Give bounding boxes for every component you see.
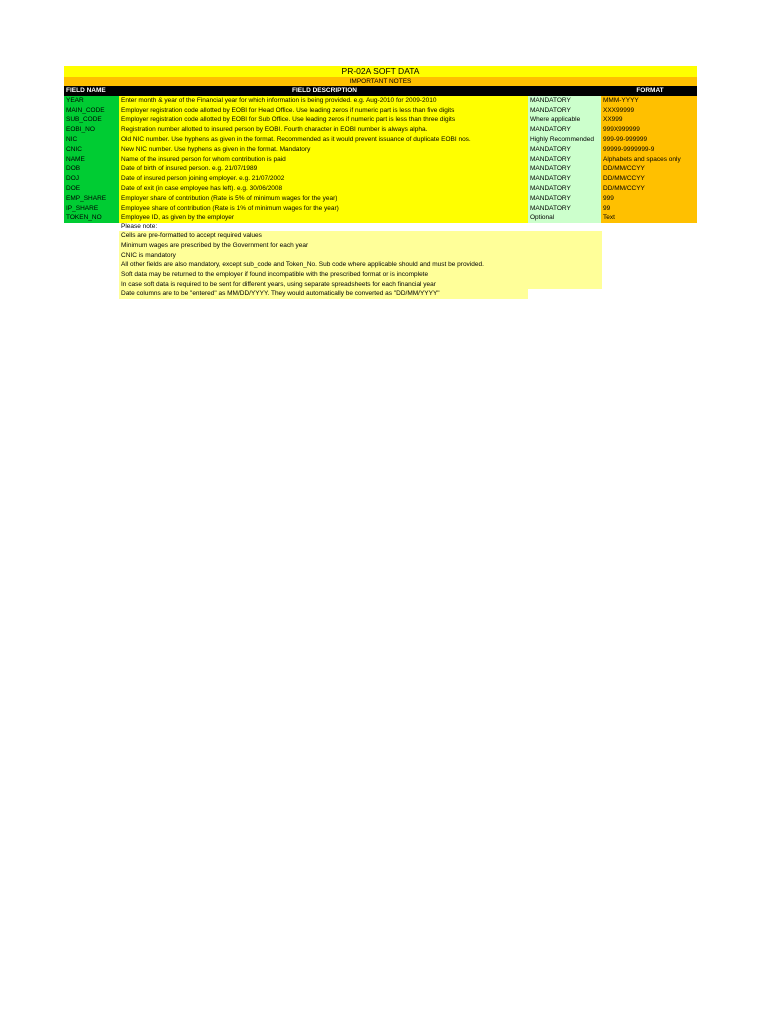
- table-row: [64, 135, 697, 145]
- cell-requirement[interactable]: MANDATORY: [528, 96, 601, 106]
- cell-requirement[interactable]: Highly Recommended: [528, 135, 601, 145]
- cell-field-description[interactable]: Employee share of contribution (Rate is 1% of minimum wages for the year): [119, 204, 528, 214]
- table-row: [64, 184, 697, 194]
- cell-field-name[interactable]: DOE: [64, 184, 119, 194]
- note-item: Date columns are to be "entered" as MM/DD/YYYY. They would automatically be converted as "DD/MM/YYYY": [119, 289, 528, 299]
- cell-format[interactable]: Text: [601, 213, 697, 223]
- cell-field-name[interactable]: NAME: [64, 155, 119, 165]
- cell-field-description[interactable]: New NIC number. Use hyphens as given in the format. Mandatory: [119, 145, 528, 155]
- header-row: [64, 86, 697, 96]
- table-row: [64, 96, 697, 106]
- cell-format[interactable]: 999-99-999999: [601, 135, 697, 145]
- table-row: [64, 194, 697, 204]
- cell-requirement[interactable]: MANDATORY: [528, 125, 601, 135]
- cell-field-description[interactable]: Employer registration code allotted by EOBI for Sub Office. Use leading zeros if numeric part is less than three digits: [119, 115, 528, 125]
- spreadsheet: [64, 66, 697, 299]
- cell-field-description[interactable]: Date of exit (in case employee has left). e.g. 30/06/2008: [119, 184, 528, 194]
- cell-field-name[interactable]: EOBI_NO: [64, 125, 119, 135]
- cell-requirement[interactable]: MANDATORY: [528, 184, 601, 194]
- table-row: [64, 213, 697, 223]
- cell-field-name[interactable]: YEAR: [64, 96, 119, 106]
- cell-field-description[interactable]: Name of the insured person for whom contribution is paid: [119, 155, 528, 165]
- note-item: All other fields are also mandatory, except sub_code and Token_No. Sub code where applicable should and must be provided.: [119, 260, 602, 270]
- cell-field-description[interactable]: Employee ID, as given by the employer: [119, 213, 528, 223]
- table-row: [64, 174, 697, 184]
- cell-format[interactable]: DD/MM/CCYY: [601, 164, 697, 174]
- note-item: Minimum wages are prescribed by the Government for each year: [119, 241, 602, 251]
- cell-field-name[interactable]: CNIC: [64, 145, 119, 155]
- note-item: CNIC is mandatory: [119, 251, 602, 261]
- table-row: [64, 155, 697, 165]
- cell-format[interactable]: XX999: [601, 115, 697, 125]
- cell-field-name[interactable]: MAIN_CODE: [64, 106, 119, 116]
- cell-format[interactable]: 99: [601, 204, 697, 214]
- cell-requirement[interactable]: MANDATORY: [528, 204, 601, 214]
- field-rows: [64, 96, 697, 223]
- cell-requirement[interactable]: MANDATORY: [528, 164, 601, 174]
- header-field-name: FIELD NAME: [64, 86, 119, 96]
- cell-format[interactable]: XXX99999: [601, 106, 697, 116]
- table-row: [64, 115, 697, 125]
- sheet-subtitle: IMPORTANT NOTES: [64, 77, 697, 86]
- cell-requirement[interactable]: MANDATORY: [528, 174, 601, 184]
- cell-format[interactable]: Alphabets and spaces only: [601, 155, 697, 165]
- cell-field-description[interactable]: Employer registration code allotted by EOBI for Head Office. Use leading zeros if numeric part is less than five digits: [119, 106, 528, 116]
- sheet-title: PR-02A SOFT DATA: [64, 66, 697, 77]
- cell-field-description[interactable]: Enter month & year of the Financial year for which information is being provided. e.g. Aug-2010 for 2009-2010: [119, 96, 528, 106]
- cell-field-name[interactable]: SUB_CODE: [64, 115, 119, 125]
- cell-format[interactable]: 999: [601, 194, 697, 204]
- cell-field-description[interactable]: Registration number allotted to insured person by EOBI. Fourth character in EOBI number is always alpha.: [119, 125, 528, 135]
- table-row: [64, 204, 697, 214]
- table-row: [64, 145, 697, 155]
- header-format: FORMAT: [601, 86, 697, 96]
- cell-field-description[interactable]: Employer share of contribution (Rate is 5% of minimum wages for the year): [119, 194, 528, 204]
- cell-format[interactable]: DD/MM/CCYY: [601, 174, 697, 184]
- notes-section: [64, 223, 697, 299]
- cell-requirement[interactable]: MANDATORY: [528, 145, 601, 155]
- cell-requirement[interactable]: MANDATORY: [528, 106, 601, 116]
- notes-label: Please note:: [121, 223, 158, 231]
- table-row: [64, 164, 697, 174]
- cell-format[interactable]: 99999-9999999-9: [601, 145, 697, 155]
- cell-field-description[interactable]: Date of insured person joining employer. e.g. 21/07/2002: [119, 174, 528, 184]
- cell-format[interactable]: 999X999999: [601, 125, 697, 135]
- cell-field-name[interactable]: DOJ: [64, 174, 119, 184]
- cell-format[interactable]: DD/MM/CCYY: [601, 184, 697, 194]
- cell-field-name[interactable]: TOKEN_NO: [64, 213, 119, 223]
- cell-requirement[interactable]: Where applicable: [528, 115, 601, 125]
- note-item: In case soft data is required to be sent for different years, using separate spreadsheets for each financial year: [119, 280, 602, 290]
- header-requirement: [528, 86, 601, 96]
- cell-field-name[interactable]: IP_SHARE: [64, 204, 119, 214]
- note-item: Cells are pre-formatted to accept required values: [119, 231, 602, 241]
- header-field-description: FIELD DESCRIPTION: [119, 86, 528, 96]
- table-row: [64, 106, 697, 116]
- cell-field-name[interactable]: NIC: [64, 135, 119, 145]
- cell-requirement[interactable]: MANDATORY: [528, 155, 601, 165]
- cell-requirement[interactable]: Optional: [528, 213, 601, 223]
- cell-field-name[interactable]: DOB: [64, 164, 119, 174]
- cell-format[interactable]: MMM-YYYY: [601, 96, 697, 106]
- cell-field-description[interactable]: Old NIC number. Use hyphens as given in the format. Recommended as it would prevent issuance of duplicate EOBI nos.: [119, 135, 528, 145]
- cell-field-name[interactable]: EMP_SHARE: [64, 194, 119, 204]
- note-item: Soft data may be returned to the employer if found incompatible with the prescribed format or is incomplete: [119, 270, 602, 280]
- cell-requirement[interactable]: MANDATORY: [528, 194, 601, 204]
- table-row: [64, 125, 697, 135]
- cell-field-description[interactable]: Date of birth of insured person. e.g. 21/07/1989: [119, 164, 528, 174]
